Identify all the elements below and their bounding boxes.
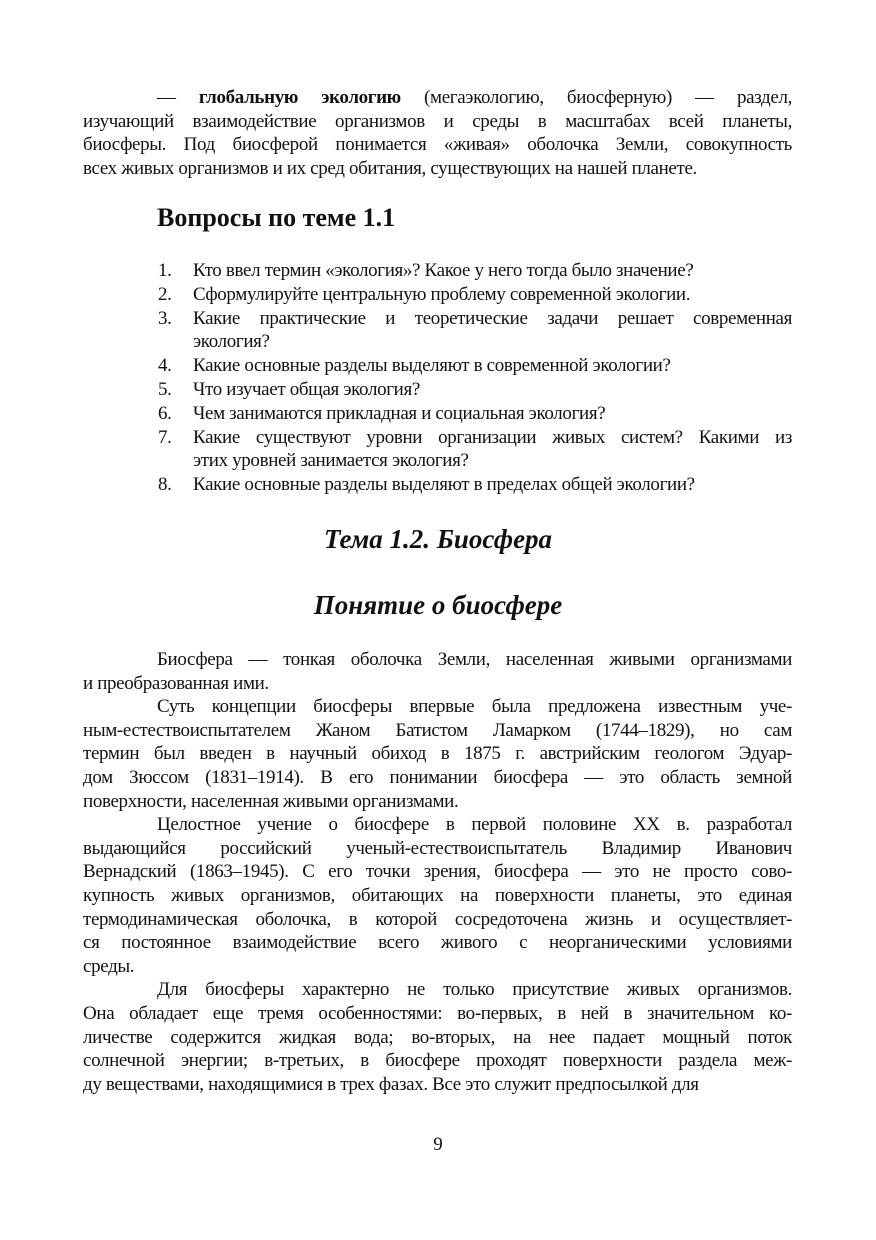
question-text [193, 259, 792, 283]
paragraph-line: среды. [83, 955, 135, 977]
paragraph-line: ду веществами, находящимися в трех фазах. Все это служит предпосылкой для [83, 1073, 699, 1095]
question-number: 7. [158, 426, 172, 448]
intro-paragraph [83, 86, 792, 180]
question-line: Что изучает общая экология? [193, 378, 420, 400]
question-line: этих уровней занимается экология? [193, 450, 469, 472]
paragraph-line: личестве содержится жидкая вода; во-вторых, на нее падает мощный поток [83, 1026, 792, 1048]
paragraph-line: выдающийся российский ученый-естествоиспытатель Владимир Иванович [83, 837, 792, 859]
question-number: 6. [158, 402, 172, 424]
body-text [83, 648, 792, 1096]
question-text [193, 402, 792, 426]
question-text [193, 426, 792, 474]
question-item [158, 307, 792, 355]
intro-line: изучающий взаимодействие организмов и среды в масштабах всей планеты, [83, 110, 792, 132]
question-item [158, 473, 792, 497]
paragraph-line: и преобразованная ими. [83, 672, 269, 694]
paragraph-line: купность живых организмов, обитающих на поверхности планеты, это единая [83, 884, 792, 906]
question-text [193, 473, 792, 497]
paragraph-line: Целостное учение о биосфере в первой половине XX в. разработал [157, 814, 792, 836]
questions-heading: Вопросы по теме 1.1 [157, 203, 396, 232]
question-line: Какие существуют уровни организации живых систем? Какими из [193, 426, 792, 448]
question-text [193, 378, 792, 402]
paragraph-line: термин был введен в научный обиход в 1875 г. австрийским геологом Эдуар- [83, 743, 792, 765]
paragraph-line: поверхности, населенная живыми организмами. [83, 790, 459, 812]
question-number: 1. [158, 260, 172, 281]
paragraph-line: Вернадский (1863–1945). С его точки зрения, биосфера — это не просто сово- [83, 861, 792, 883]
topic-title: Тема 1.2. Биосфера [323, 524, 553, 554]
paragraph-line: Для биосферы характерно не только присутствие живых организмов. [157, 979, 792, 1001]
question-text [193, 307, 792, 355]
paragraph-line: термодинамическая оболочка, в которой сосредоточена жизнь и осуществляет- [83, 908, 792, 930]
question-item [158, 402, 792, 426]
paragraph-line: Суть концепции биосферы впервые была предложена известным уче- [157, 696, 792, 718]
paragraph-line: Биосфера — тонкая оболочка Земли, населенная живыми организмами [157, 649, 792, 670]
questions-list [158, 259, 792, 497]
paragraph-line: дом Зюссом (1831–1914). В его понимании биосфера — это область земной [83, 766, 792, 788]
question-line: экология? [193, 331, 270, 353]
section-title: Понятие о биосфере [313, 590, 563, 620]
question-item [158, 426, 792, 474]
dash: — [157, 87, 199, 108]
question-line: Кто ввел термин «экология»? Какое у него тогда было значение? [193, 260, 694, 281]
question-number: 8. [158, 474, 172, 496]
question-line: Чем занимаются прикладная и социальная экология? [193, 402, 606, 424]
question-number: 5. [158, 378, 172, 400]
intro-line: биосферы. Под биосферой понимается «живая» оболочка Земли, совокупность [83, 134, 792, 156]
page-number: 9 [433, 1134, 443, 1155]
question-text [193, 283, 792, 307]
question-item [158, 378, 792, 402]
intro-text: (мегаэкологию, биосферную) — раздел, [424, 87, 792, 108]
question-item [158, 354, 792, 378]
intro-line-0 [83, 86, 792, 110]
paragraph-line: Она обладает еще тремя особенностями: во-первых, в ней в значительном ко- [83, 1002, 792, 1024]
question-item [158, 283, 792, 307]
bold-term: глобальную экологию [198, 87, 401, 108]
question-line: Какие основные разделы выделяют в пределах общей экологии? [193, 474, 695, 496]
question-number: 2. [158, 283, 172, 305]
question-number: 3. [158, 307, 172, 329]
intro-line: всех живых организмов и их сред обитания, существующих на нашей планете. [83, 157, 697, 179]
question-item [158, 259, 792, 283]
paragraph-line: солнечной энергии; в-третьих, в биосфере проходят поверхности раздела меж- [83, 1050, 792, 1072]
question-line: Какие основные разделы выделяют в современной экологии? [193, 355, 671, 377]
question-number: 4. [158, 355, 172, 377]
question-text [193, 354, 792, 378]
question-line: Какие практические и теоретические задачи решает современная [193, 307, 792, 329]
question-line: Сформулируйте центральную проблему современной экологии. [193, 283, 691, 305]
paragraph-line: ся постоянное взаимодействие всего живого с неорганическими условиями [83, 932, 792, 954]
paragraph-line: ным-естествоиспытателем Жаном Батистом Ламарком (1744–1829), но сам [83, 719, 792, 741]
